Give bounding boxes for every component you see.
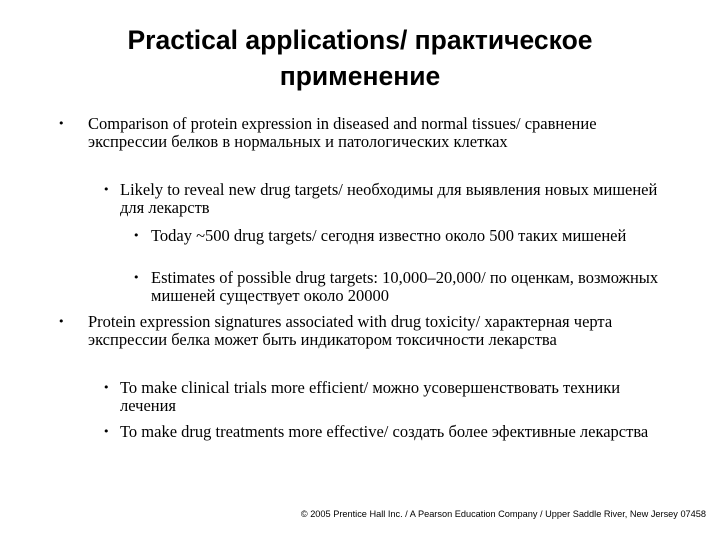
bullet-today-targets — [133, 227, 663, 245]
bullet-dot-icon: • — [133, 271, 140, 284]
bullet-dot-icon: • — [58, 315, 65, 328]
bullet-treatments — [103, 423, 668, 441]
bullet-text: Protein expression signatures associated with drug toxicity/ характерная черта экспрессии белка может быть индикатором токсичности лекарства — [88, 312, 613, 349]
slide-title-line-2: применение — [279, 61, 441, 91]
bullet-dot-icon: • — [58, 117, 65, 130]
bullet-clinical-trials — [103, 379, 668, 415]
bullet-text: Estimates of possible drug targets: 10,000–20,000/ по оценкам, возможных мишеней существует около 20000 — [151, 268, 659, 305]
bullet-drug-targets — [103, 181, 668, 217]
slide-title — [40, 22, 680, 94]
bullet-dot-icon: • — [103, 183, 110, 196]
bullet-estimates — [133, 269, 663, 305]
bullet-comparison — [58, 115, 668, 151]
bullet-toxicity — [58, 313, 668, 349]
bullet-text: Today ~500 drug targets/ сегодня известно около 500 таких мишеней — [151, 226, 627, 245]
copyright-footer: © 2005 Prentice Hall Inc. / A Pearson Education Company / Upper Saddle River, New Jersey 07458 — [300, 509, 706, 519]
bullet-text: Likely to reveal new drug targets/ необходимы для выявления новых мишеней для лекарств — [120, 180, 658, 217]
bullet-dot-icon: • — [133, 229, 140, 242]
bullet-dot-icon: • — [103, 381, 110, 394]
slide-title-line-1: Practical applications/ практическое — [127, 25, 593, 55]
bullet-dot-icon: • — [103, 425, 110, 438]
bullet-text: To make drug treatments more effective/ создать более эфективные лекарства — [120, 422, 649, 441]
bullet-text: To make clinical trials more efficient/ можно усовершенствовать техники лечения — [120, 378, 621, 415]
bullet-text: Comparison of protein expression in diseased and normal tissues/ сравнение экспрессии белков в нормальных и патологических клетках — [88, 114, 597, 151]
